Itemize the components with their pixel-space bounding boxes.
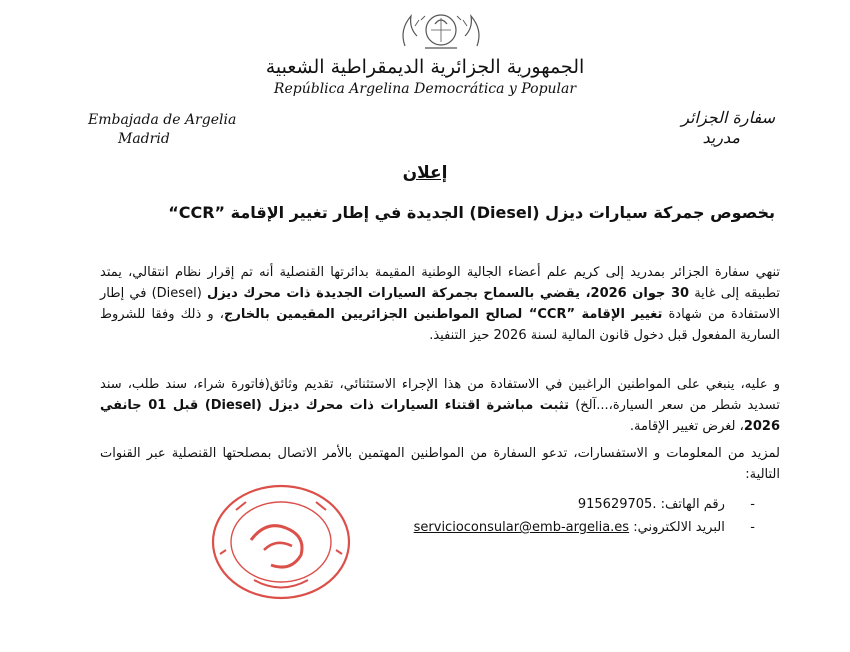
email-label: البريد الالكتروني: xyxy=(633,520,725,535)
embassy-city-arabic: مدريد xyxy=(702,128,740,147)
embassy-seal-stamp xyxy=(206,480,356,605)
notice-heading: إعلان xyxy=(402,163,448,183)
paragraph-text: ، لغرض تغيير الإقامة. xyxy=(629,419,744,434)
embassy-city-spanish: Madrid xyxy=(118,131,170,147)
embassy-name-arabic: سفارة الجزائر xyxy=(681,108,775,127)
paragraph-announcement xyxy=(100,262,780,346)
notice-subject: بخصوص جمركة سيارات ديزل (Diesel) الجديدة في إطار تغيير الإقامة ”CCR“ xyxy=(168,203,775,222)
email-link[interactable]: servicioconsular@emb-argelia.es xyxy=(413,520,630,535)
contact-phone xyxy=(578,497,755,512)
contact-email xyxy=(414,520,755,535)
algerian-coat-of-arms-icon xyxy=(395,6,487,54)
phone-label: رقم الهاتف: xyxy=(660,497,725,512)
paragraph-bold-text: تغيير الإقامة ”CCR“ لصالح المواطنين الجزائريين المقيمين بالخارج xyxy=(223,307,663,322)
paragraph-bold-text: تثبت مباشرة اقتناء السيارات ذات محرك ديزل (Diesel) قبل 01 جانفي 2026 xyxy=(100,398,780,434)
republic-title-spanish: República Argelina Democrática y Popular xyxy=(273,81,577,97)
list-bullet: - xyxy=(750,520,755,535)
paragraph-text: و عليه، ينبغي على المواطنين الراغبين في الاستفادة من هذا الإجراء الاستثنائي، تقديم وثائق(فاتورة شراء، سند طلب، سند تسديد شطر من سعر السيارة،...آلخ) xyxy=(100,377,781,413)
paragraph-requirements xyxy=(100,374,780,437)
embassy-name-spanish: Embajada de Argelia xyxy=(88,112,237,128)
phone-value: .915629705 xyxy=(577,497,657,512)
paragraph-text: ، و ذلك وفقا للشروط السارية المفعول قبل دخول قانون المالية لسنة 2026 حيز التنفيذ. xyxy=(100,307,780,343)
paragraph-text: (Diesel) في إطار الاستفادة من شهادة xyxy=(100,286,780,322)
paragraph-bold-text: 30 جوان 2026، يقضي بالسماح بجمركة السيارات الجديدة ذات محرك ديزل xyxy=(206,286,690,301)
paragraph-text: تنهي سفارة الجزائر بمدريد إلى كريم علم أعضاء الجالية الوطنية المقيمة بدائرتها القنصلية أنه تم إقرار نظام انتقالي، يمتد تطبيقه إلى غاية xyxy=(100,265,780,301)
list-bullet: - xyxy=(750,497,755,512)
republic-title-arabic: الجمهورية الجزائرية الديمقراطية الشعبية xyxy=(265,56,585,78)
paragraph-contact-info: لمزيد من المعلومات و الاستفسارات، تدعو السفارة من المواطنين المهتمين بالأمر الاتصال بمصلحتها القنصلية عبر القنوات التالية: xyxy=(100,446,780,482)
